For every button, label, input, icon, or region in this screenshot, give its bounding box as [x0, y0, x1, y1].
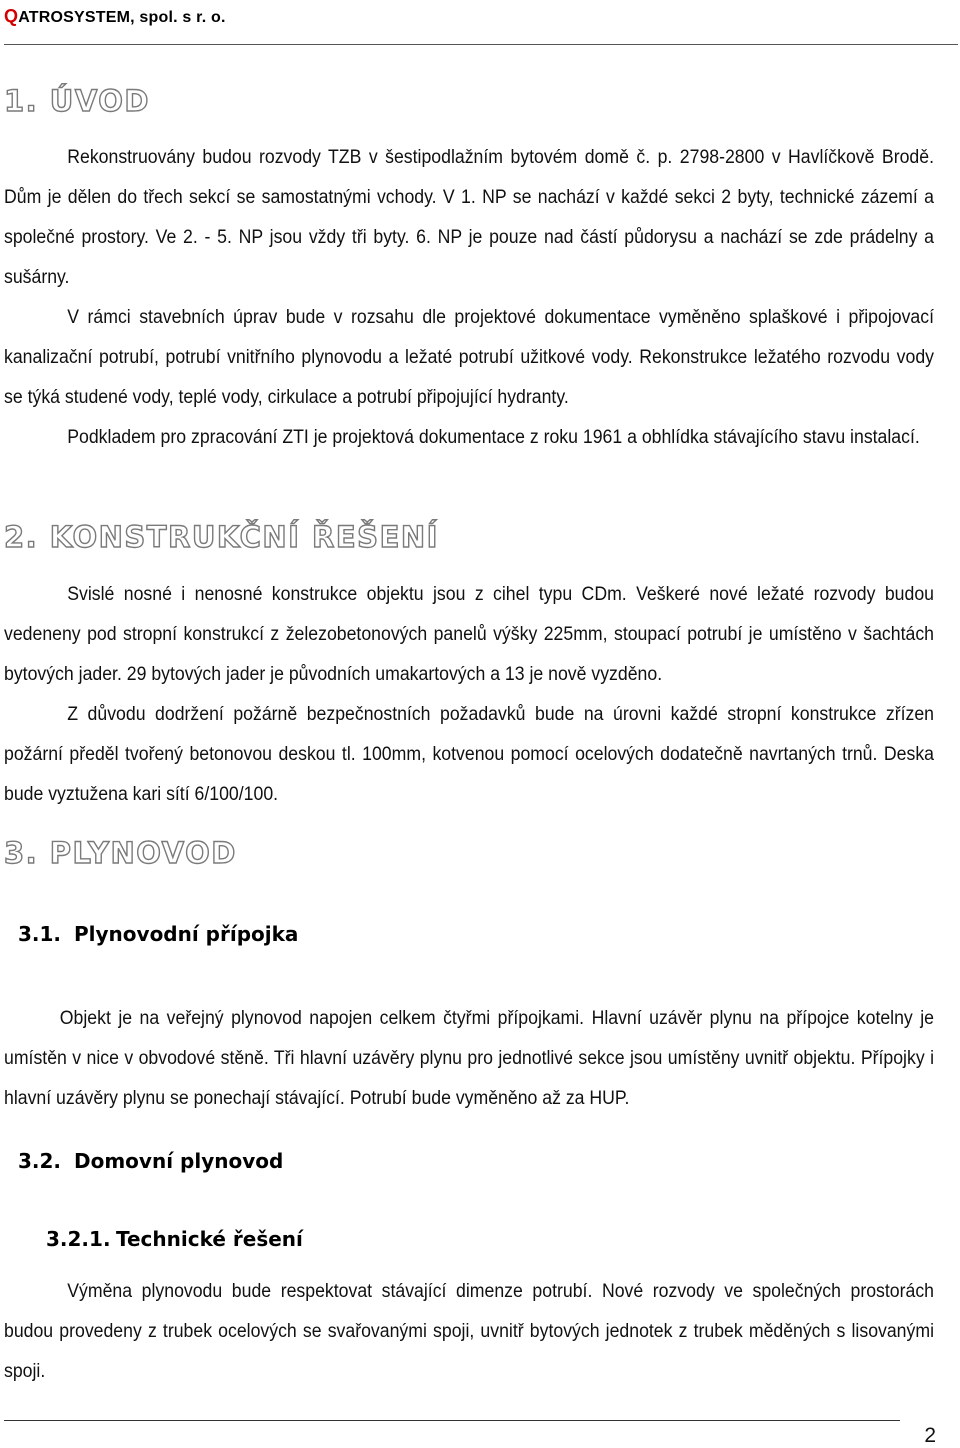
company-initial: Q — [4, 6, 19, 26]
subsection-number: 3.1. — [18, 922, 62, 946]
page-number: 2 — [924, 1424, 936, 1447]
company-name: ATROSYSTEM, spol. s r. o. — [18, 9, 226, 26]
paragraph-text: Podkladem pro zpracování ZTI je projektová dokumentace z roku 1961 a obhlídka stávajícího stavu instalací. — [67, 427, 920, 448]
subsection-title: Plynovodní přípojka — [74, 922, 299, 946]
paragraph-text: Z důvodu dodržení požárně bezpečnostních požadavků bude na úrovni každé stropní konstrukce zřízen požární předěl tvořený betonovou deskou tl. 100mm, kotvenou pomocí ocelových dodatečně navrtaných trnů. Deska bude vyztužena kari sítí 6/100/100. — [4, 704, 935, 805]
section-title-konstrukcni-reseni: 2. KONSTRUKČNÍ ŘEŠENÍ — [4, 520, 439, 554]
paragraph-gas-connection — [4, 999, 934, 1119]
paragraph-technical-solution — [4, 1272, 934, 1392]
paragraph-fire-safety — [4, 695, 934, 815]
footer-divider — [4, 1420, 900, 1421]
subsection-title: Technické řešení — [116, 1227, 303, 1251]
paragraph-text: Rekonstruovány budou rozvody TZB v šestipodlažním bytovém domě č. p. 2798-2800 v Havlíčkově Brodě. Dům je dělen do třech sekcí se samostatnými vchody. V 1. NP se nachází v každé sekci 2 byty, technické zázemí a společné prostory. Ve 2. - 5. NP jsou vždy tři byty. 6. NP je pouze nad částí půdorysu a nachází se zde prádelny a sušárny. — [4, 147, 935, 288]
paragraph-intro-building — [4, 138, 934, 298]
paragraph-intro-basis — [4, 418, 934, 458]
subsection-number: 3.2.1. — [46, 1227, 111, 1251]
paragraph-text: Objekt je na veřejný plynovod napojen celkem čtyřmi přípojkami. Hlavní uzávěr plynu na přípojce kotelny je umístěn v nice v obvodové stěně. Tři hlavní uzávěry plynu pro jednotlivé sekce jsou umístěny uvnitř objektu. Přípojky i hlavní uzávěry plynu se ponechají stávající. Potrubí bude vyměněno až za HUP. — [4, 1008, 935, 1109]
section-title-uvod: 1. ÚVOD — [4, 84, 150, 118]
section-title-plynovod: 3. PLYNOVOD — [4, 836, 237, 870]
paragraph-structure — [4, 575, 934, 695]
paragraph-text: V rámci stavebních úprav bude v rozsahu dle projektové dokumentace vyměněno splaškové i připojovací kanalizační potrubí, potrubí vnitřního plynovodu a ležaté potrubí užitkové vody. Rekonstrukce ležatého rozvodu vody se týká studené vody, teplé vody, cirkulace a potrubí připojující hydranty. — [4, 307, 935, 408]
paragraph-text: Svislé nosné i nenosné konstrukce objektu jsou z cihel typu CDm. Veškeré nové ležaté rozvody budou vedeneny pod stropní konstrukcí z železobetonových panelů výšky 225mm, stoupací potrubí je umístěno v šachtách bytových jader. 29 bytových jader je původních umakartových a 13 je nově vyzděno. — [4, 584, 935, 685]
header-divider — [4, 44, 958, 45]
subsection-heading-technical-solution — [46, 1227, 303, 1251]
subsection-heading-gas-connection — [18, 922, 298, 946]
paragraph-intro-scope — [4, 298, 934, 418]
company-header — [4, 6, 226, 27]
paragraph-text: Výměna plynovodu bude respektovat stávající dimenze potrubí. Nové rozvody ve společných prostorách budou provedeny z trubek ocelových se svařovanými spoji, uvnitř bytových jednotek z trubek měděných s lisovanými spoji. — [4, 1281, 935, 1382]
subsection-heading-domestic-gas — [18, 1149, 283, 1173]
subsection-title: Domovní plynovod — [74, 1149, 284, 1173]
subsection-number: 3.2. — [18, 1149, 62, 1173]
